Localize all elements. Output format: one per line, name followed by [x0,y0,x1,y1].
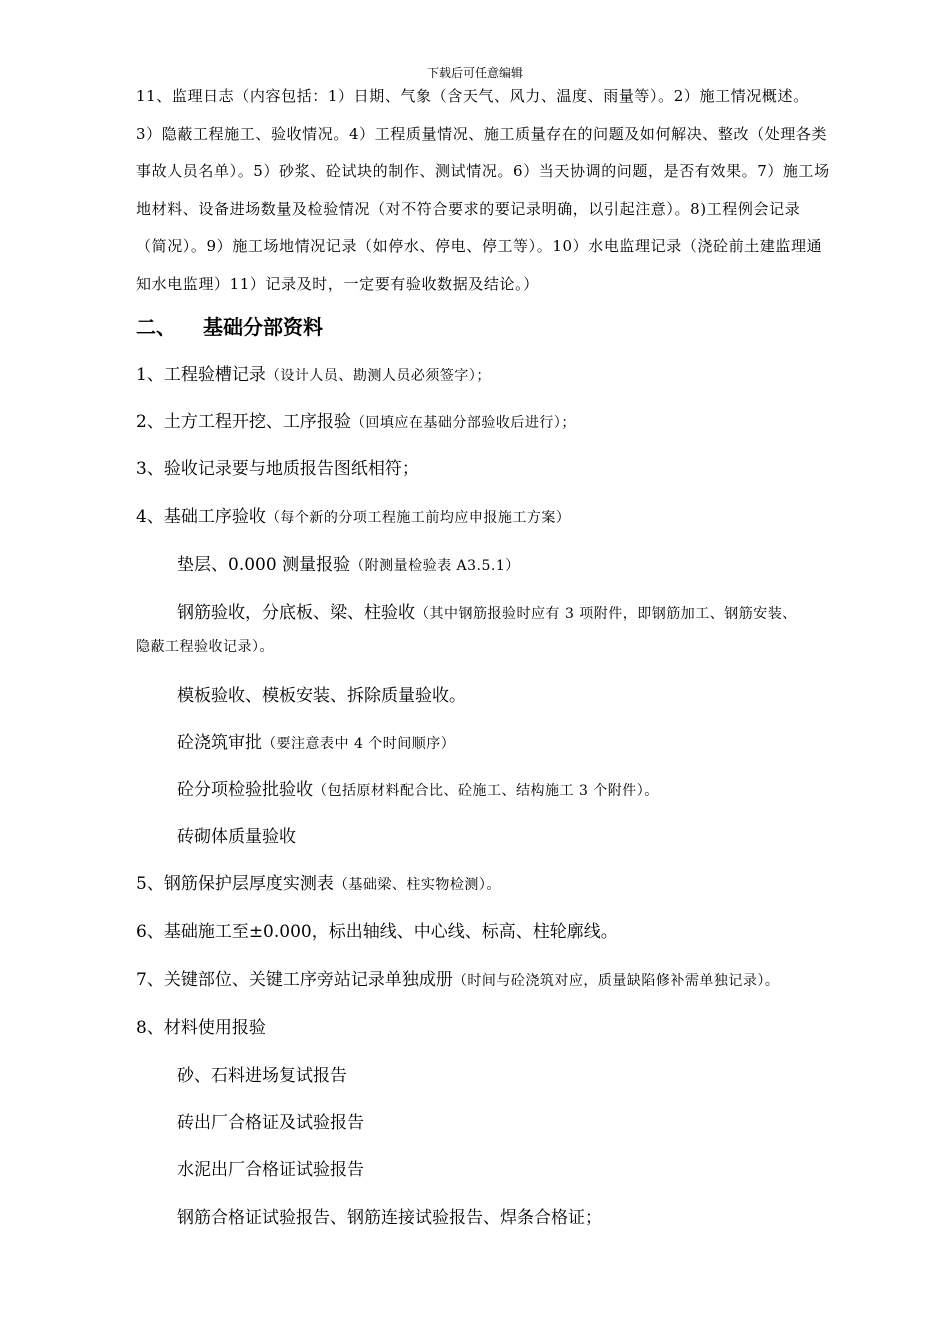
sub-item [177,1206,602,1230]
item-note: （要注意表中 4 个时间顺序） [262,736,456,752]
list-item [136,872,501,897]
list-item [136,968,779,993]
section-number: 二、 [136,315,176,339]
sub-item [177,1064,347,1088]
item-main: 砼浇筑审批 [177,733,262,753]
list-item [136,457,419,481]
item-main: 垫层、0.000 测量报验 [177,555,351,575]
sub-item [177,1158,364,1182]
item-main: 4、基础工序验收 [136,507,266,527]
item-11-line: （简况）。9）施工场地情况记录（如停水、停电、停工等）。10）水电监理记录（浇砼前土建监理通 [136,237,823,255]
item-main: 7、关键部位、关键工序旁站记录单独成册 [136,970,453,990]
item-11-line: 3）隐蔽工程施工、验收情况。4）工程质量情况、施工质量存在的问题及如何解决、整改（处理各类 [136,124,828,143]
item-main: 3、验收记录要与地质报告图纸相符； [136,459,419,479]
item-11-line: 地材料、设备进场数量及检验情况（对不符合要求的要记录明确，以引起注意）。8)工程例会记录 [136,199,801,218]
item-11-line: 事故人员名单）。5）砂浆、砼试块的制作、测试情况。6）当天协调的问题，是否有效果。7）施工场 [136,162,830,180]
list-item [136,410,576,435]
list-item [136,363,491,388]
item-continuation: 隐蔽工程验收记录）。 [136,639,274,655]
sub-item [177,778,659,803]
item-note: （每个新的分项工程施工前均应申报施工方案） [265,510,571,526]
item-main: 砖砌体质量验收 [177,827,296,847]
item-note: （附测量检验表 A3.5.1） [350,558,520,574]
item-main: 砼分项检验批验收 [177,780,313,800]
item-main: 1、工程验槽记录 [136,365,266,385]
item-note: （设计人员、勘测人员必须签字）； [265,368,491,384]
item-first-line [136,601,896,626]
sub-item [177,1111,364,1135]
item-main: 2、土方工程开挖、工序报验 [136,412,351,432]
header-note: 下载后可任意编辑 [426,66,523,80]
item-main: 5、钢筋保护层厚度实测表 [136,874,334,894]
item-main: 水泥出厂合格证试验报告 [177,1160,364,1180]
item-main: 8、材料使用报验 [136,1018,266,1038]
sub-item [177,684,466,708]
item-main: 6、基础施工至±0.000，标出轴线、中心线、标高、柱轮廓线。 [136,922,618,942]
list-item [136,920,618,944]
item-11-line: 知水电监理）11）记录及时，一定要有验收数据及结论。） [136,274,539,293]
item-11-line: 11、监理日志（内容包括：1）日期、气象（含天气、风力、温度、雨量等）。2）施工情况概述。 [136,87,809,105]
item-note: （包括原材料配合比、砼施工、结构施工 3 个附件）。 [313,783,659,799]
sub-item [136,601,896,659]
item-note: （其中钢筋报验时应有 3 项附件，即钢筋加工、钢筋安装、 [415,606,797,622]
item-note: （时间与砼浇筑对应，质量缺陷修补需单独记录）。 [452,973,780,989]
sub-item [177,553,520,578]
list-item [136,1016,266,1040]
item-main: 模板验收、模板安装、拆除质量验收。 [177,686,466,706]
item-main: 砖出厂合格证及试验报告 [177,1113,364,1133]
item-main: 砂、石料进场复试报告 [177,1066,347,1086]
item-main: 钢筋合格证试验报告、钢筋连接试验报告、焊条合格证； [177,1208,602,1228]
item-11-paragraph [136,78,896,303]
sub-item [177,825,296,849]
section-heading [136,313,323,341]
sub-item [177,731,455,756]
item-note: （回填应在基础分部验收后进行）； [350,415,576,431]
item-main: 钢筋验收，分底板、梁、柱验收 [177,603,415,623]
item-note: （基础梁、柱实物检测）。 [333,877,501,893]
list-item [136,505,570,530]
section-title: 基础分部资料 [203,315,323,339]
